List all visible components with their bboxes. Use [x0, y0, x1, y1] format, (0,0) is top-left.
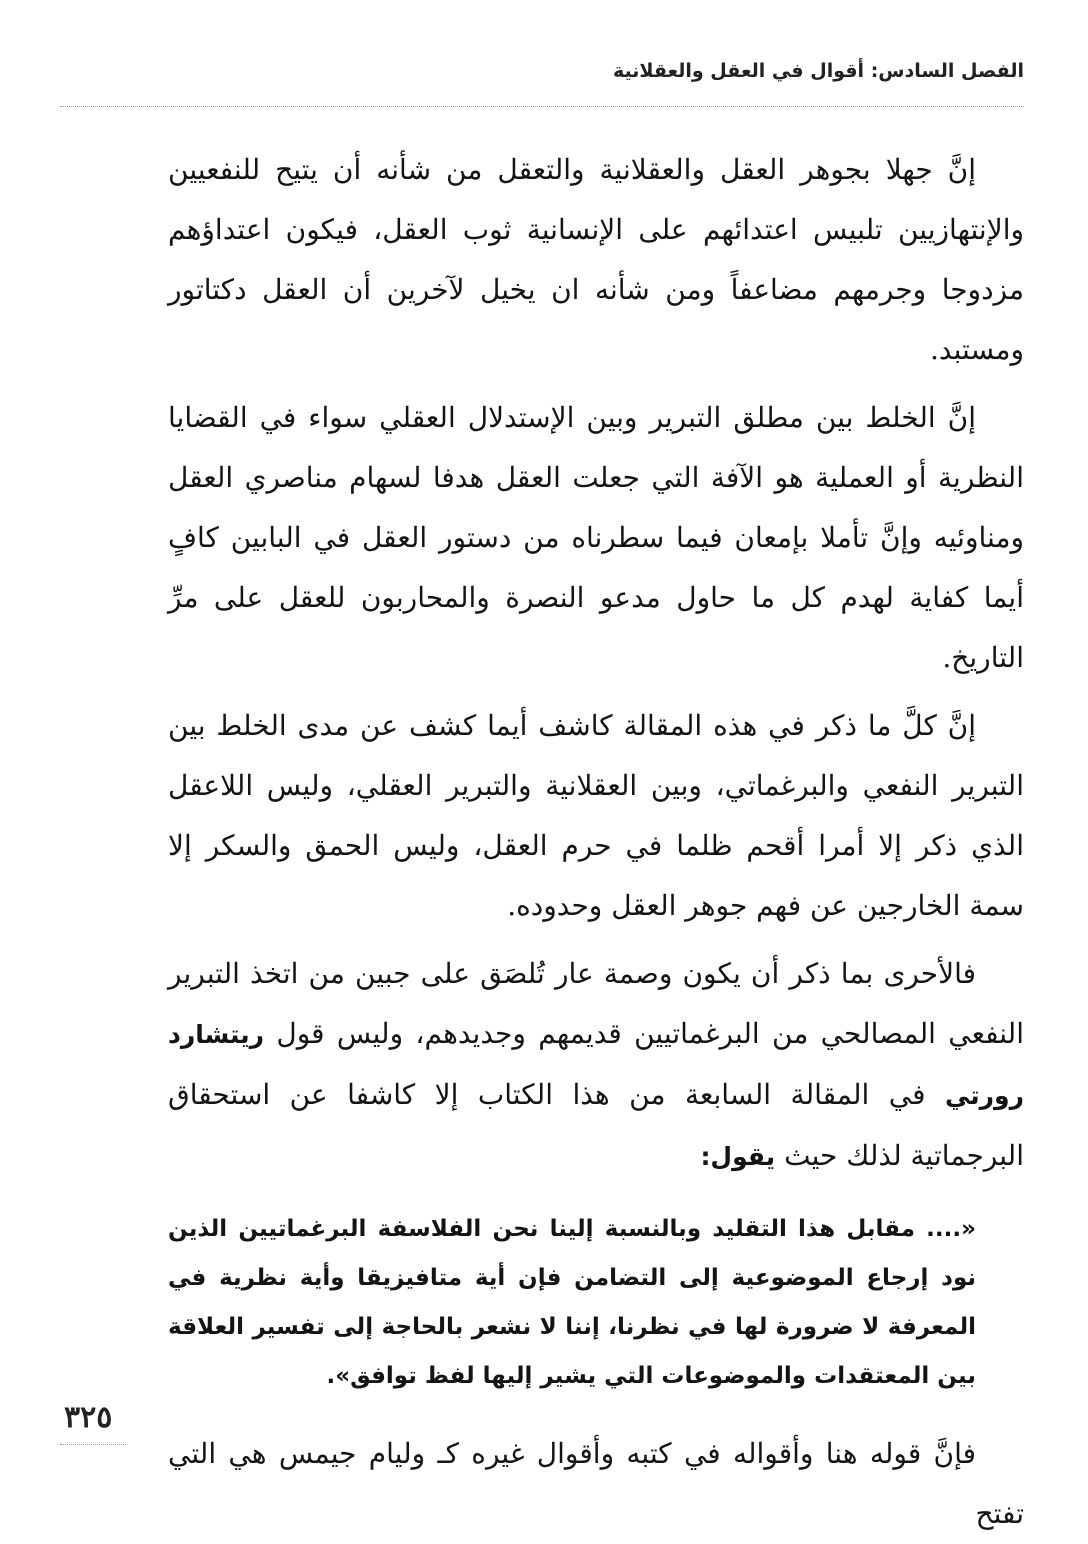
- page-number: ٣٢٥: [64, 1400, 113, 1435]
- paragraph-4: [168, 944, 1024, 1187]
- author-name-rorty: ريتشارد رورتي: [168, 1020, 1024, 1110]
- paragraph-3: إنَّ كلَّ ما ذكر في هذه المقالة كاشف أيما كشف عن مدى الخلط بين التبرير النفعي والبرغماتي، وبين العقلانية والتبرير العقلي، وليس اللاعقل الذي ذكر إلا أمرا أقحم ظلما في حرم العقل، وليس الحمق والسكر إلا سمة الخارجين عن فهم جوهر العقل وحدوده.: [168, 709, 1024, 922]
- says-label: يقول:: [700, 1142, 776, 1171]
- main-text: [168, 140, 1024, 1401]
- page-number-divider: [60, 1444, 126, 1445]
- paragraph-5: فإنَّ قوله هنا وأقواله في كتبه وأقوال غيره كـ وليام جيمس هي التي تفتح: [168, 1437, 1024, 1530]
- header-divider: [60, 106, 1024, 107]
- paragraph-2: إنَّ الخلط بين مطلق التبرير وبين الإستدلال العقلي سواء في القضايا النظرية أو العملية هو الآفة التي جعلت العقل هدفا لسهام مناصري العقل ومناوئيه وإنَّ تأملا بإمعان فيما سطرناه من دستور العقل في البابين كافٍ أيما كفاية لهدم كل ما حاول مدعو النصرة والمحاربون للعقل على مرِّ التاريخ.: [168, 401, 1024, 674]
- paragraph-4-text-b: في المقالة السابعة من هذا الكتاب إلا كاشفا عن استحقاق البرجماتية لذلك حيث: [168, 1078, 1024, 1172]
- paragraph-4-text-a: فالأحرى بما ذكر أن يكون وصمة عار تُلصَق على جبين من اتخذ التبرير النفعي المصالحي من البرغماتيين قديمهم وجديدهم، وليس قول: [168, 957, 1024, 1050]
- paragraph-1: إنَّ جهلا بجوهر العقل والعقلانية والتعقل من شأنه أن يتيح للنفعيين والإنتهازيين تلبيس اعتدائهم على الإنسانية ثوب العقل، فيكون اعتداؤهم مزدوجا وجرمهم مضاعفاً ومن شأنه ان يخيل لآخرين أن العقل دكتاتور ومستبد.: [168, 153, 1024, 366]
- running-header: الفصل السادس: أقوال في العقل والعقلانية: [613, 60, 1024, 82]
- block-quote: «.... مقابل هذا التقليد وبالنسبة إلينا نحن الفلاسفة البرغماتيين الذين نود إرجاع الموضوعية إلى التضامن فإن أية متافيزيقا وأية نظرية في المعرفة لا ضرورة لها في نظرنا، إننا لا نشعر بالحاجة إلى تفسير العلاقة بين المعتقدات والموضوعات التي يشير إليها لفظ توافق».: [168, 1216, 976, 1389]
